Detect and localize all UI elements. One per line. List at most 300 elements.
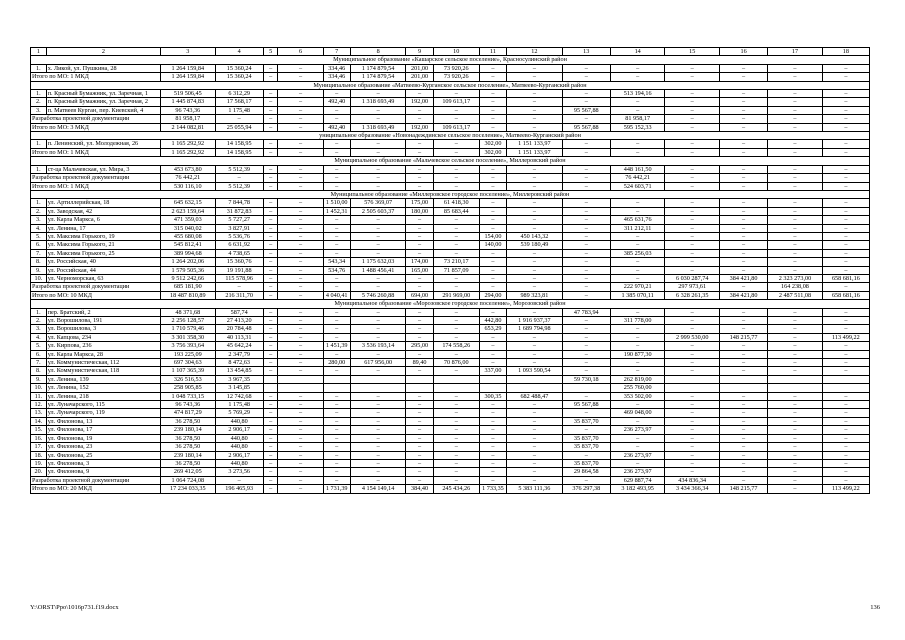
table-row: [31, 64, 870, 72]
table-cell: –: [433, 115, 479, 123]
table-cell: –: [433, 182, 479, 190]
table-cell: –: [323, 224, 350, 232]
table-cell: –: [278, 468, 323, 476]
table-cell: –: [719, 283, 767, 291]
table-cell: –: [665, 426, 720, 434]
table-cell: 576 369,07: [350, 199, 406, 207]
table-cell: –: [610, 434, 665, 442]
table-cell: 29 864,58: [562, 468, 610, 476]
table-cell: –: [406, 350, 433, 358]
table-cell: –: [562, 224, 610, 232]
table-cell: [350, 375, 406, 383]
table-cell: 384,40: [406, 485, 433, 493]
table-cell: –: [768, 216, 823, 224]
table-cell: –: [822, 199, 869, 207]
table-cell: –: [665, 401, 720, 409]
table-cell: 3 967,35: [215, 375, 263, 383]
table-cell: 1 174 879,54: [350, 64, 406, 72]
table-cell: 2 256 128,57: [161, 317, 216, 325]
address-cell: ул. Ленина, 139: [46, 375, 160, 383]
table-cell: –: [507, 308, 563, 316]
table-cell: –: [610, 207, 665, 215]
table-cell: –: [433, 140, 479, 148]
table-cell: 1 151 133,97: [507, 148, 563, 156]
table-cell: –: [562, 199, 610, 207]
table-cell: –: [822, 115, 869, 123]
address-cell: ул. Максима Горького, 19: [46, 232, 160, 240]
table-cell: –: [406, 148, 433, 156]
table-cell: –: [562, 274, 610, 282]
table-cell: –: [665, 409, 720, 417]
table-cell: 15 360,24: [215, 64, 263, 72]
table-cell: –: [479, 207, 506, 215]
table-cell: –: [507, 401, 563, 409]
table-cell: –: [323, 274, 350, 282]
table-row: [31, 451, 870, 459]
table-cell: 35 837,70: [562, 417, 610, 425]
row-number: 1.: [31, 64, 47, 72]
table-cell: –: [406, 249, 433, 257]
table-cell: [507, 384, 563, 392]
table-cell: 175,00: [406, 199, 433, 207]
table-cell: 180,00: [406, 207, 433, 215]
table-cell: –: [263, 207, 278, 215]
table-row: [31, 317, 870, 325]
table-cell: 3 182 493,95: [610, 485, 665, 493]
table-cell: 492,40: [323, 98, 350, 106]
table-cell: –: [822, 123, 869, 131]
summary-row: [31, 182, 870, 190]
table-row: [31, 468, 870, 476]
table-cell: –: [562, 174, 610, 182]
table-cell: 31 872,83: [215, 207, 263, 215]
table-cell: –: [263, 224, 278, 232]
table-cell: –: [719, 476, 767, 484]
table-cell: –: [768, 90, 823, 98]
table-cell: –: [822, 165, 869, 173]
table-cell: –: [507, 98, 563, 106]
table-cell: –: [263, 392, 278, 400]
table-cell: –: [323, 443, 350, 451]
table-cell: 174,00: [406, 258, 433, 266]
table-cell: –: [719, 115, 767, 123]
table-cell: –: [323, 401, 350, 409]
table-cell: 222 970,21: [610, 283, 665, 291]
row-label: Разработка проектной документации: [31, 283, 161, 291]
table-cell: –: [479, 417, 506, 425]
table-cell: –: [665, 317, 720, 325]
table-cell: –: [323, 283, 350, 291]
table-cell: –: [610, 106, 665, 114]
table-cell: –: [406, 241, 433, 249]
table-cell: –: [610, 140, 665, 148]
table-cell: –: [263, 476, 278, 484]
table-cell: –: [433, 325, 479, 333]
address-cell: ул. Ворошилова, 191: [46, 317, 160, 325]
table-cell: –: [406, 409, 433, 417]
table-row: [31, 140, 870, 148]
table-cell: –: [610, 64, 665, 72]
table-cell: 2 906,17: [215, 426, 263, 434]
table-cell: 109 613,17: [433, 98, 479, 106]
table-cell: –: [350, 174, 406, 182]
table-cell: –: [665, 174, 720, 182]
row-label: Итого по МО: 1 МКД: [31, 73, 161, 81]
table-cell: –: [350, 232, 406, 240]
table-cell: –: [433, 216, 479, 224]
table-cell: –: [278, 115, 323, 123]
table-cell: –: [719, 317, 767, 325]
table-cell: 4 738,65: [215, 249, 263, 257]
table-cell: –: [479, 426, 506, 434]
table-cell: –: [406, 367, 433, 375]
row-number: 7.: [31, 249, 47, 257]
table-cell: 1 264 159,84: [161, 73, 216, 81]
table-cell: –: [822, 367, 869, 375]
table-cell: –: [323, 350, 350, 358]
table-cell: –: [610, 266, 665, 274]
table-cell: –: [822, 266, 869, 274]
table-cell: 4 040,41: [323, 291, 350, 299]
table-cell: –: [610, 73, 665, 81]
table-cell: 165,00: [406, 266, 433, 274]
table-cell: –: [406, 140, 433, 148]
table-cell: –: [610, 359, 665, 367]
table-cell: –: [507, 342, 563, 350]
table-cell: –: [278, 232, 323, 240]
table-cell: –: [323, 182, 350, 190]
table-cell: 154,00: [479, 232, 506, 240]
table-cell: –: [323, 451, 350, 459]
table-cell: –: [822, 90, 869, 98]
table-cell: 2 347,79: [215, 350, 263, 358]
table-cell: –: [433, 106, 479, 114]
table-cell: –: [323, 417, 350, 425]
table-cell: 1 175 632,03: [350, 258, 406, 266]
table-cell: –: [719, 174, 767, 182]
table-cell: 70 876,00: [433, 359, 479, 367]
row-number: 3.: [31, 216, 47, 224]
table-cell: 280,00: [323, 359, 350, 367]
table-cell: –: [719, 409, 767, 417]
table-cell: –: [768, 443, 823, 451]
address-cell: ул. Заводская, 42: [46, 207, 160, 215]
table-cell: 543,34: [323, 258, 350, 266]
table-row: [31, 249, 870, 257]
table-row: [31, 165, 870, 173]
table-cell: –: [507, 207, 563, 215]
column-header: 12: [507, 48, 563, 56]
table-cell: –: [278, 485, 323, 493]
column-header: 1: [31, 48, 47, 56]
table-cell: –: [507, 258, 563, 266]
table-cell: –: [433, 308, 479, 316]
row-label: Итого по МО: 10 МКД: [31, 291, 161, 299]
table-cell: –: [479, 165, 506, 173]
table-cell: –: [719, 73, 767, 81]
table-cell: –: [822, 317, 869, 325]
table-cell: –: [562, 426, 610, 434]
table-row: [31, 274, 870, 282]
table-cell: –: [610, 401, 665, 409]
table-cell: –: [665, 216, 720, 224]
table-cell: 2 505 603,37: [350, 207, 406, 215]
table-cell: –: [562, 367, 610, 375]
table-cell: –: [768, 123, 823, 131]
table-cell: –: [562, 350, 610, 358]
table-cell: –: [278, 140, 323, 148]
table-cell: –: [323, 459, 350, 467]
table-cell: –: [822, 426, 869, 434]
table-cell: 629 887,74: [610, 476, 665, 484]
table-cell: –: [507, 182, 563, 190]
table-cell: 1 093 590,54: [507, 367, 563, 375]
table-row: [31, 216, 870, 224]
table-cell: 1 107 365,39: [161, 367, 216, 375]
table-cell: 653,29: [479, 325, 506, 333]
table-cell: –: [263, 426, 278, 434]
table-cell: –: [278, 182, 323, 190]
table-row: [31, 443, 870, 451]
table-cell: –: [768, 64, 823, 72]
table-cell: 174 558,26: [433, 342, 479, 350]
table-cell: –: [406, 451, 433, 459]
table-cell: –: [278, 148, 323, 156]
table-cell: –: [323, 148, 350, 156]
table-cell: 1 510,00: [323, 199, 350, 207]
page-number: 136: [870, 604, 880, 611]
address-cell: х. Ликой, ул. Пушкина, 28: [46, 64, 160, 72]
section-header-row: [31, 56, 870, 64]
table-cell: –: [610, 443, 665, 451]
table-cell: 1 916 937,37: [507, 317, 563, 325]
table-cell: –: [263, 325, 278, 333]
table-cell: –: [562, 165, 610, 173]
column-header: 2: [46, 48, 160, 56]
table-cell: 1 165 292,92: [161, 140, 216, 148]
table-cell: –: [278, 392, 323, 400]
table-cell: –: [479, 266, 506, 274]
table-cell: –: [278, 459, 323, 467]
table-cell: –: [323, 249, 350, 257]
table-row: [31, 409, 870, 417]
table-cell: –: [562, 476, 610, 484]
table-row: [31, 98, 870, 106]
table-cell: –: [350, 434, 406, 442]
row-number: 8.: [31, 367, 47, 375]
table-cell: –: [263, 258, 278, 266]
row-number: 3.: [31, 325, 47, 333]
table-cell: –: [719, 140, 767, 148]
table-cell: –: [768, 342, 823, 350]
table-cell: [719, 375, 767, 383]
table-cell: –: [665, 392, 720, 400]
table-cell: –: [822, 434, 869, 442]
table-row: [31, 459, 870, 467]
summary-row: [31, 485, 870, 493]
table-cell: 302,00: [479, 148, 506, 156]
table-cell: 1 175,48: [215, 401, 263, 409]
table-cell: –: [323, 140, 350, 148]
row-number: 13.: [31, 409, 47, 417]
table-cell: 334,46: [323, 64, 350, 72]
table-cell: –: [406, 182, 433, 190]
table-cell: –: [562, 182, 610, 190]
table-cell: 440,80: [215, 443, 263, 451]
table-cell: 453 673,80: [161, 165, 216, 173]
table-cell: –: [433, 367, 479, 375]
table-cell: 201,00: [406, 64, 433, 72]
table-cell: –: [719, 325, 767, 333]
table-cell: –: [562, 451, 610, 459]
table-cell: 35 837,70: [562, 434, 610, 442]
table-cell: –: [215, 283, 263, 291]
table-cell: –: [323, 308, 350, 316]
table-cell: –: [822, 216, 869, 224]
table-cell: 35 837,70: [562, 459, 610, 467]
table-cell: –: [350, 90, 406, 98]
section-header-row: [31, 81, 870, 89]
column-header: 17: [768, 48, 823, 56]
address-cell: п. Красный Бумажник, ул. Заречная, 2: [46, 98, 160, 106]
table-cell: –: [263, 417, 278, 425]
table-cell: –: [507, 476, 563, 484]
row-number: 1.: [31, 165, 47, 173]
table-cell: –: [350, 317, 406, 325]
row-label: Разработка проектной документации: [31, 115, 161, 123]
table-cell: –: [350, 148, 406, 156]
table-cell: 27 413,20: [215, 317, 263, 325]
table-cell: –: [768, 476, 823, 484]
table-cell: 3 273,56: [215, 468, 263, 476]
table-cell: –: [278, 434, 323, 442]
table-cell: –: [433, 443, 479, 451]
table-cell: –: [507, 283, 563, 291]
address-cell: ул. Российская, 44: [46, 266, 160, 274]
table-cell: –: [406, 459, 433, 467]
row-number: 14.: [31, 417, 47, 425]
table-cell: 1 445 874,83: [161, 98, 216, 106]
table-cell: 471 359,03: [161, 216, 216, 224]
table-cell: –: [406, 283, 433, 291]
table-cell: –: [433, 426, 479, 434]
table-cell: –: [610, 148, 665, 156]
table-cell: –: [406, 216, 433, 224]
table-cell: 15 360,76: [215, 258, 263, 266]
table-cell: –: [350, 308, 406, 316]
table-cell: –: [719, 459, 767, 467]
table-cell: 47 783,94: [562, 308, 610, 316]
table-cell: –: [479, 443, 506, 451]
table-cell: –: [665, 241, 720, 249]
table-cell: –: [719, 443, 767, 451]
table-cell: –: [433, 241, 479, 249]
address-cell: ул. Максима Горького, 25: [46, 249, 160, 257]
table-cell: –: [323, 232, 350, 240]
table-cell: 291 969,00: [433, 291, 479, 299]
table-cell: –: [719, 216, 767, 224]
table-cell: –: [350, 350, 406, 358]
table-cell: –: [406, 443, 433, 451]
table-cell: 5 512,39: [215, 182, 263, 190]
table-cell: 61 418,30: [433, 199, 479, 207]
table-cell: –: [610, 333, 665, 341]
table-cell: –: [562, 249, 610, 257]
table-cell: –: [323, 333, 350, 341]
table-cell: –: [768, 165, 823, 173]
table-cell: –: [768, 350, 823, 358]
row-label: Разработка проектной документации: [31, 174, 161, 182]
table-cell: –: [263, 367, 278, 375]
summary-row: [31, 73, 870, 81]
table-cell: 1 689 794,98: [507, 325, 563, 333]
table-cell: –: [278, 216, 323, 224]
table-cell: 1 451,39: [323, 342, 350, 350]
table-cell: 36 278,50: [161, 417, 216, 425]
table-cell: –: [507, 106, 563, 114]
table-cell: –: [263, 283, 278, 291]
table-cell: –: [278, 342, 323, 350]
table-cell: –: [323, 476, 350, 484]
table-cell: 448 161,50: [610, 165, 665, 173]
table-cell: –: [719, 258, 767, 266]
table-cell: –: [479, 115, 506, 123]
table-cell: 36 278,50: [161, 443, 216, 451]
table-cell: 109 613,17: [433, 123, 479, 131]
table-cell: 14 158,95: [215, 140, 263, 148]
table-cell: 5 727,27: [215, 216, 263, 224]
table-cell: –: [479, 73, 506, 81]
table-cell: 48 371,68: [161, 308, 216, 316]
table-cell: 326 516,53: [161, 375, 216, 383]
table-cell: –: [822, 98, 869, 106]
table-cell: –: [665, 90, 720, 98]
table-cell: 1 733,35: [479, 485, 506, 493]
table-cell: –: [822, 241, 869, 249]
table-cell: 245 434,26: [433, 485, 479, 493]
row-label: Разработка проектной документации: [31, 476, 161, 484]
table-cell: –: [406, 174, 433, 182]
table-cell: –: [768, 98, 823, 106]
table-cell: –: [278, 283, 323, 291]
column-header: 15: [665, 48, 720, 56]
row-number: 20.: [31, 468, 47, 476]
table-cell: 96 743,36: [161, 401, 216, 409]
table-cell: –: [263, 485, 278, 493]
table-cell: –: [719, 106, 767, 114]
table-cell: –: [278, 426, 323, 434]
table-cell: –: [263, 123, 278, 131]
table-cell: 311 778,00: [610, 317, 665, 325]
table-cell: –: [665, 359, 720, 367]
table-cell: –: [610, 232, 665, 240]
address-cell: ул. Коммунистическая, 112: [46, 359, 160, 367]
table-cell: 315 040,02: [161, 224, 216, 232]
table-cell: –: [406, 106, 433, 114]
table-row: [31, 417, 870, 425]
row-number: 10.: [31, 384, 47, 392]
table-cell: –: [562, 115, 610, 123]
table-cell: –: [479, 409, 506, 417]
table-cell: –: [278, 123, 323, 131]
table-cell: –: [263, 359, 278, 367]
table-cell: –: [350, 165, 406, 173]
table-cell: –: [263, 317, 278, 325]
table-cell: –: [719, 249, 767, 257]
table-cell: –: [719, 90, 767, 98]
table-cell: 201,00: [406, 73, 433, 81]
table-cell: –: [406, 317, 433, 325]
